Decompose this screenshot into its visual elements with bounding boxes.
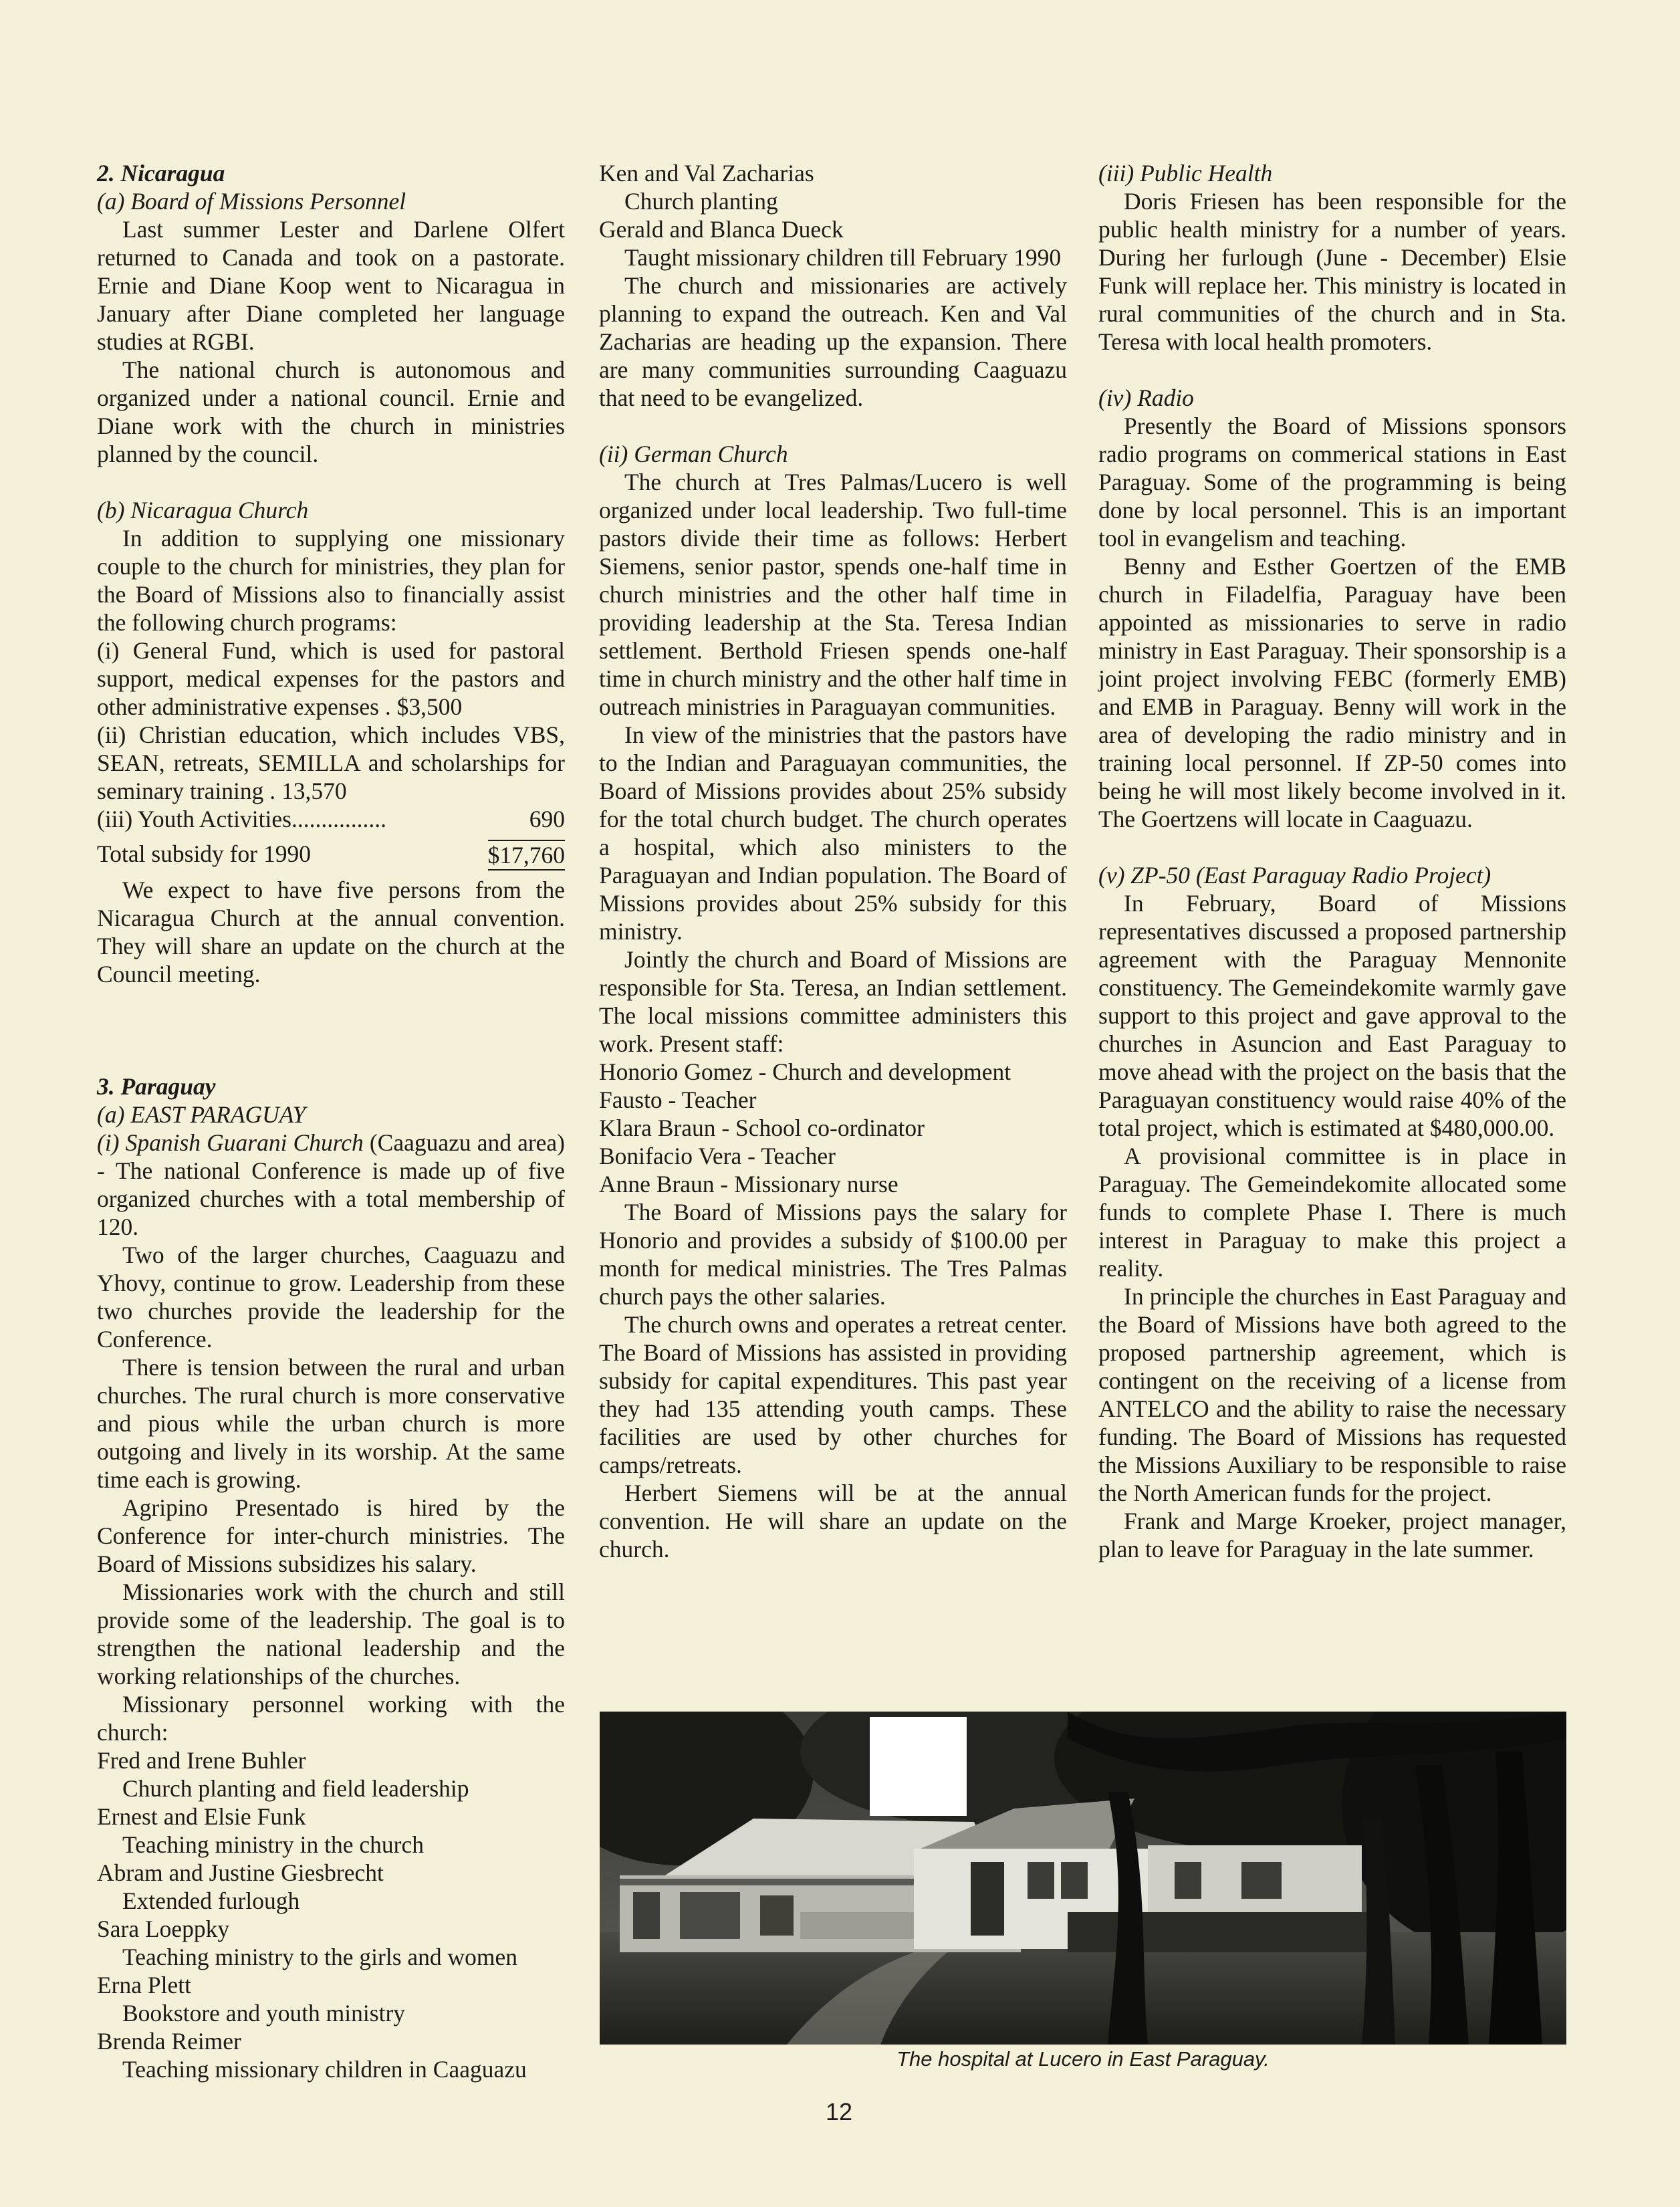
paragraph: Herbert Siemens will be at the annual convention. He will share an update on the church. — [599, 1480, 1067, 1562]
staff-name: Ken and Val Zacharias — [599, 160, 814, 187]
staff-role: Teaching missionary children in Caaguazu — [122, 2056, 527, 2083]
paragraph: In addition to supplying one missionary couple to the church for ministries, they plan for the Board of Missions also to financially assist the following church programs: — [97, 525, 565, 636]
paragraph: The church at Tres Palmas/Lucero is well organized under local leadership. Two full-time pastors divide their time as follows: Herbert Siemens, senior pastor, spends one-half time in church ministries and the other half time in providing leadership at the Sta. Teresa Indian settlement. Berthold Friesen spends one-half time in church ministry and the other half time in outreach ministries in Paraguayan communities. — [599, 469, 1067, 720]
staff-role: Teaching ministry to the girls and women — [122, 1944, 518, 1970]
paragraph: (i) Spanish Guarani Church (Caaguazu and area) - The national Conference is made up of five organized churches with a total membership of 120. — [97, 1129, 566, 1240]
budget-item-general-fund: (i) General Fund, which is used for pastoral support, medical expenses for the pastors and other administrative expenses . $3,500 — [97, 637, 565, 720]
paragraph: In view of the ministries that the pastors have to the Indian and Paraguayan communities, the Board of Missions provides about 25% subsidy for the total church budget. The church operates a hospital, which also ministers to the Paraguayan and Indian population. The Board of Missions provides about 25% subsidy for this ministry. — [599, 721, 1067, 945]
list-item: Anne Braun - Missionary nurse — [599, 1171, 898, 1197]
staff-role: Church planting — [624, 188, 778, 215]
staff-name: Gerald and Blanca Dueck — [599, 216, 844, 243]
budget-amount: . 13,570 — [269, 778, 347, 804]
section-heading-paraguay: 3. Paraguay — [97, 1073, 216, 1100]
paragraph: There is tension between the rural and urban churches. The rural church is more conservative and pious while the urban church is more outgoing and lively in its worship. At the same time each is growing. — [97, 1354, 565, 1493]
column-3 — [1098, 159, 1566, 1563]
subheading-public-health: (iii) Public Health — [1098, 160, 1273, 187]
staff-name: Erna Plett — [97, 1972, 191, 1998]
photo-caption: The hospital at Lucero in East Paraguay. — [896, 2047, 1270, 2071]
staff-name: Fred and Irene Buhler — [97, 1747, 306, 1774]
hospital-photo-image — [600, 1712, 1566, 2045]
paragraph: Two of the larger churches, Caaguazu and Yhovy, continue to grow. Leadership from these two churches provide the leadership for the Conference. — [97, 1242, 565, 1353]
paragraph: Benny and Esther Goertzen of the EMB church in Filadelfia, Paraguay have been appointed as missionaries to serve in radio ministry in East Paraguay. Their sponsorship is a joint project involving FEBC (formerly EMB) and EMB in Paraguay. Benny will work in the area of developing the radio ministry and in training local personnel. If ZP-50 comes into being he will most likely become involved in it. The Goertzens will locate in Caaguazu. — [1098, 553, 1566, 832]
present-staff-list — [599, 1058, 1067, 1198]
staff-list — [97, 1746, 565, 2083]
subheading-german-church: (ii) German Church — [599, 441, 788, 467]
budget-item-youth: (iii) Youth Activities ................ 690 — [97, 806, 565, 832]
budget-amount: 690 — [529, 806, 565, 832]
subheading-board-personnel: (a) Board of Missions Personnel — [97, 188, 406, 215]
total-amount: $17,760 — [488, 840, 565, 870]
subheading-nicaragua-church: (b) Nicaragua Church — [97, 497, 309, 524]
staff-role: Church planting and field leadership — [122, 1775, 469, 1802]
paragraph: In February, Board of Missions representatives discussed a proposed partnership agreement with the Paraguay Mennonite constituency. The Gemeindekomite warmly gave support to this project and gave approval to the churches in Asuncion and East Paraguay to move ahead with the project on the basis that the Paraguayan constituency would raise 40% of the total project, which is estimated at $480,000.00. — [1098, 890, 1566, 1141]
paragraph: Last summer Lester and Darlene Olfert returned to Canada and took on a pastorate. Ernie and Diane Koop went to Nicaragua in January after Diane completed her language studies at RGBI. — [97, 216, 565, 355]
subheading-zp50: (v) ZP-50 (East Paraguay Radio Project) — [1098, 862, 1491, 889]
subheading-east-paraguay: (a) EAST PARAGUAY — [97, 1101, 306, 1128]
paragraph: The Board of Missions pays the salary for Honorio and provides a subsidy of $100.00 per month for medical ministries. The Tres Palmas church pays the other salaries. — [599, 1199, 1067, 1310]
list-item: Klara Braun - School co-ordinator — [599, 1115, 925, 1141]
staff-role: Bookstore and youth ministry — [122, 2000, 406, 2026]
budget-amount: . $3,500 — [384, 693, 463, 720]
paragraph: Missionary personnel working with the church: — [97, 1691, 565, 1746]
staff-name: Ernest and Elsie Funk — [97, 1803, 306, 1830]
paragraph: Missionaries work with the church and still provide some of the leadership. The goal is to strengthen the national leadership and the working relationships of the churches. — [97, 1579, 565, 1690]
list-item: Fausto - Teacher — [599, 1086, 757, 1113]
paragraph: In principle the churches in East Paraguay and the Board of Missions have both agreed to the proposed partnership agreement, which is contingent on the receiving of a license from ANTELCO and the ability to raise the necessary funding. The Board of Missions has requested the Missions Auxiliary to be responsible to raise the North American funds for the project. — [1098, 1283, 1566, 1506]
paragraph: Frank and Marge Kroeker, project manager, plan to leave for Paraguay in the late summer. — [1098, 1508, 1566, 1562]
column-1 — [97, 159, 565, 2083]
staff-role: Extended furlough — [122, 1887, 300, 1914]
paragraph: Presently the Board of Missions sponsors radio programs on commerical stations in East Paraguay. Some of the programming is being done by local personnel. This is an important tool in evangelism and teaching. — [1098, 413, 1566, 552]
staff-name: Sara Loeppky — [97, 1915, 230, 1942]
paragraph: The church owns and operates a retreat center. The Board of Missions has assisted in providing subsidy for capital expenditures. This past year they had 135 attending youth camps. These facilities are used by other churches for camps/retreats. — [599, 1311, 1067, 1478]
hospital-photo — [600, 1712, 1566, 2045]
list-item: Bonifacio Vera - Teacher — [599, 1143, 836, 1169]
list-item: Honorio Gomez - Church and development — [599, 1058, 1011, 1085]
subheading-radio: (iv) Radio — [1098, 384, 1194, 411]
page-number: 12 — [825, 2098, 853, 2125]
budget-total — [97, 840, 565, 870]
paragraph: We expect to have five persons from the Nicaragua Church at the annual convention. They will share an update on the church at the Council meeting. — [97, 877, 565, 988]
staff-role: Taught missionary children till February 1990 — [624, 244, 1062, 271]
section-heading-nicaragua: 2. Nicaragua — [97, 160, 225, 187]
paragraph: Jointly the church and Board of Missions are responsible for Sta. Teresa, an Indian settlement. The local missions committee administers this work. Present staff: — [599, 946, 1067, 1057]
column-2 — [599, 159, 1067, 1563]
staff-name: Brenda Reimer — [97, 2028, 241, 2055]
paragraph: The national church is autonomous and organized under a national council. Ernie and Diane work with the church in ministries planned by the council. — [97, 356, 565, 467]
paragraph: The church and missionaries are actively planning to expand the outreach. Ken and Val Zacharias are heading up the expansion. There are many communities surrounding Caaguazu that need to be evangelized. — [599, 272, 1067, 411]
paragraph: Doris Friesen has been responsible for the public health ministry for a number of years. During her furlough (June - December) Elsie Funk will replace her. This ministry is located in rural communities of the church and in Sta. Teresa with local health promoters. — [1098, 188, 1566, 355]
staff-name: Abram and Justine Giesbrecht — [97, 1859, 384, 1886]
paragraph: A provisional committee is in place in Paraguay. The Gemeindekomite allocated some funds to complete Phase I. There is much interest in Paraguay to make this project a reality. — [1098, 1143, 1566, 1282]
budget-item-christian-education: (ii) Christian education, which includes VBS, SEAN, retreats, SEMILLA and scholarships for seminary training . 13,570 — [97, 721, 565, 804]
staff-role: Teaching ministry in the church — [122, 1831, 424, 1858]
total-label: Total subsidy for 1990 — [97, 840, 311, 867]
paragraph: Agripino Presentado is hired by the Conference for inter-church ministries. The Board of Missions subsidizes his salary. — [97, 1494, 565, 1577]
